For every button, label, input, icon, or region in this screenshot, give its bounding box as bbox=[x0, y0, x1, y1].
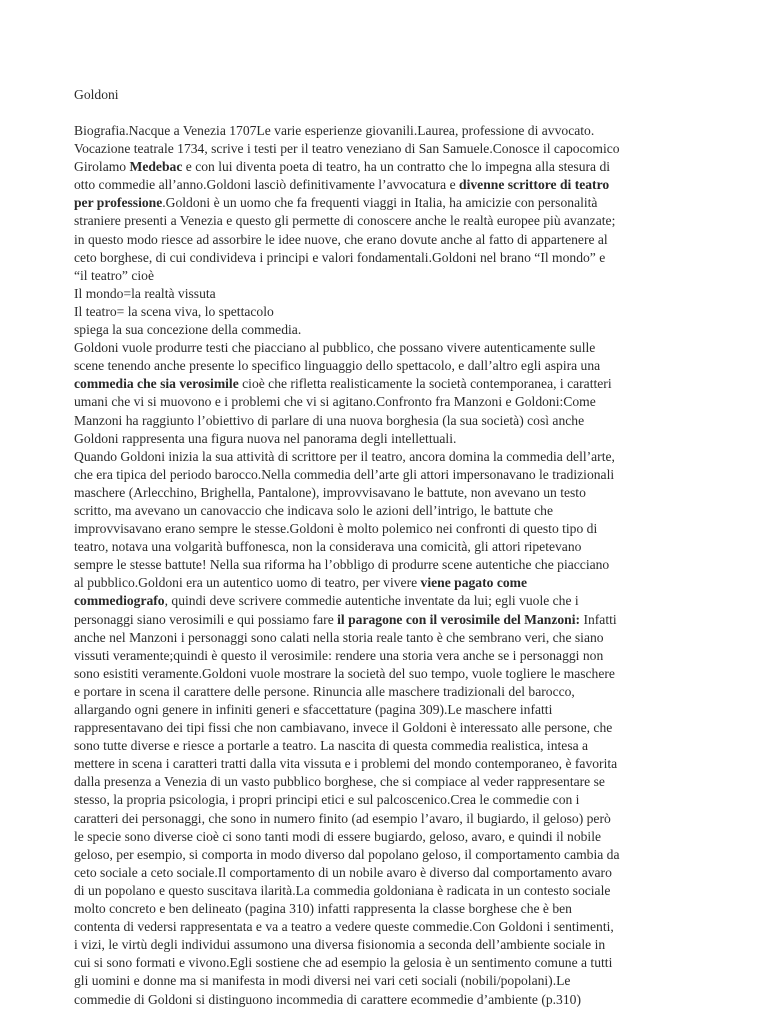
text-span: Il teatro= la scena viva, lo spettacolo bbox=[74, 303, 274, 319]
text-span: stesso, la propria psicologia, i propri principi etici e sul palcoscenico.Crea le commedie con i bbox=[74, 792, 580, 808]
text-span: vissuti veramente;quindi è questo il verosimile: rendere una storia vera anche se i personaggi non bbox=[74, 647, 604, 663]
text-span: Infatti bbox=[580, 611, 617, 627]
bold-text: commediografo bbox=[74, 593, 165, 609]
text-span: ceto sociale a ceto sociale.Il comportamento di un nobile avaro è diverso dal comportamento avaro bbox=[74, 864, 612, 880]
text-span: cioè che rifletta realisticamente la società contemporanea, i caratteri bbox=[238, 376, 612, 392]
text-span: personaggi siano verosimili e qui possiamo fare bbox=[74, 611, 338, 627]
text-line bbox=[74, 538, 706, 556]
text-line bbox=[74, 719, 706, 737]
text-span: Goldoni vuole produrre testi che piacciano al pubblico, che possano vivere autenticamente sulle bbox=[74, 340, 596, 356]
text-line bbox=[74, 556, 706, 574]
text-line bbox=[74, 611, 706, 629]
text-line bbox=[74, 665, 706, 683]
text-line bbox=[74, 701, 706, 719]
text-line bbox=[74, 448, 706, 466]
text-line bbox=[74, 375, 706, 393]
text-line bbox=[74, 936, 706, 954]
bold-text: divenne scrittore di teatro bbox=[459, 177, 610, 193]
text-span: geloso, per esempio, si comporta in modo diverso dal popolano geloso, il comportamento cambia da bbox=[74, 846, 620, 862]
text-line bbox=[74, 882, 706, 900]
text-span: i vizi, le virtù degli individui assumono una diversa fisionomia a seconda dell’ambiente sociale in bbox=[74, 937, 606, 953]
text-span: dalla presenza a Venezia di un vasto pubblico borghese, che si compiace al veder rappresentare se bbox=[74, 774, 605, 790]
text-span: umani che vi si muovono e i problemi che vi si agitano.Confronto fra Manzoni e Goldoni:Come bbox=[74, 394, 596, 410]
text-span: , quindi deve scrivere commedie autentiche inventate da lui; egli vuole che i bbox=[164, 593, 579, 609]
text-line bbox=[74, 158, 706, 176]
text-span: che era tipica del periodo barocco.Nella commedia dell’arte gli attori impersonavano le tradizionali bbox=[74, 466, 615, 482]
document-title: Goldoni bbox=[74, 87, 119, 102]
text-span: caratteri dei personaggi, che sono in numero finito (ad esempio l’avaro, il bugiardo, il geloso) però bbox=[74, 810, 611, 826]
text-line bbox=[74, 212, 706, 230]
text-span: Manzoni ha raggiunto l’obiettivo di parlare di una nuova borghesia (la sua società) così anche bbox=[74, 412, 585, 428]
text-line bbox=[74, 484, 706, 502]
text-line bbox=[74, 249, 706, 267]
bold-text: commedia che sia verosimile bbox=[74, 376, 239, 392]
text-line bbox=[74, 574, 706, 592]
text-line bbox=[74, 176, 706, 194]
text-line bbox=[74, 972, 706, 990]
text-span: improvvisavano erano sempre le stesse.Goldoni è molto polemico nei confronti di questo tipo di bbox=[74, 521, 598, 537]
text-span: e portare in scena il carattere delle persone. Rinuncia alle maschere tradizionali del barocco, bbox=[74, 683, 575, 699]
text-span: cui si sono formati e vivono.Egli sostiene che ad esempio la gelosia è un sentimento comune a tutti bbox=[74, 955, 613, 971]
text-span: gli uomini e donne ma si manifesta in modi diversi nei vari ceti sociali (nobili/popolani).Le bbox=[74, 973, 571, 989]
text-line bbox=[74, 864, 706, 882]
text-span: e con lui diventa poeta di teatro, ha un contratto che lo impegna alla stesura di bbox=[182, 159, 611, 175]
text-span: anche nel Manzoni i personaggi sono calati nella storia reale tanto è che sembrano veri, che siano bbox=[74, 629, 604, 645]
text-span: le specie sono diverse cioè ci sono tanti modi di essere bugiardo, geloso, avaro, e quindi il nobile bbox=[74, 828, 602, 844]
text-line bbox=[74, 194, 706, 212]
text-span: sono tutte diverse e riesce a portarle a teatro. La nascita di questa commedia realistica, intesa a bbox=[74, 738, 589, 754]
text-line bbox=[74, 828, 706, 846]
text-span: Goldoni rappresenta una figura nuova nel panorama degli intellettuali. bbox=[74, 430, 457, 446]
text-line bbox=[74, 991, 706, 1009]
text-line bbox=[74, 122, 706, 140]
text-span: in questo modo riesce ad assorbire le idee nuove, che erano dovute anche al fatto di appartenere al bbox=[74, 231, 608, 247]
text-line bbox=[74, 846, 706, 864]
text-line bbox=[74, 267, 706, 285]
text-line bbox=[74, 647, 706, 665]
text-line bbox=[74, 412, 706, 430]
text-span: .Goldoni è un uomo che fa frequenti viaggi in Italia, ha amicizie con personalità bbox=[162, 195, 598, 211]
text-span: otto commedie all’anno.Goldoni lasciò definitivamente l’avvocatura e bbox=[74, 177, 460, 193]
text-line bbox=[74, 900, 706, 918]
bold-text: il paragone con il verosimile del Manzoni: bbox=[337, 611, 581, 627]
text-line bbox=[74, 285, 706, 303]
text-line bbox=[74, 773, 706, 791]
text-line bbox=[74, 520, 706, 538]
text-line bbox=[74, 502, 706, 520]
text-line bbox=[74, 140, 706, 158]
text-line bbox=[74, 755, 706, 773]
text-line bbox=[74, 810, 706, 828]
text-span: Girolamo bbox=[74, 159, 130, 175]
text-span: scene tenendo anche presente lo specifico linguaggio dello spettacolo, e dall’altro egli aspira una bbox=[74, 358, 601, 374]
text-span: commedie di Goldoni si distinguono incommedia di carattere ecommedie d’ambiente (p.310) bbox=[74, 991, 581, 1007]
text-span: Biografia.Nacque a Venezia 1707Le varie esperienze giovanili.Laurea, professione di avvocato. bbox=[74, 123, 595, 138]
text-span: scritto, ma avevano un canovaccio che indicava solo le azioni dell’intrigo, le battute che bbox=[74, 502, 553, 518]
text-line bbox=[74, 683, 706, 701]
text-line bbox=[74, 430, 706, 448]
text-span: maschere (Arlecchino, Brighella, Pantalone), improvvisavano le battute, non avevano un testo bbox=[74, 484, 586, 500]
text-span: Quando Goldoni inizia la sua attività di scrittore per il teatro, ancora domina la commedia dell’arte, bbox=[74, 448, 615, 464]
text-line bbox=[74, 231, 706, 249]
text-line bbox=[74, 737, 706, 755]
text-line bbox=[74, 339, 706, 357]
text-span: mettere in scena i caratteri tratti dalla vita vissuta e i problemi del mondo contemporaneo, è favorita bbox=[74, 756, 618, 772]
text-span: teatro, notava una volgarità buffonesca, non la considerava una comicità, gli attori ripetevano bbox=[74, 539, 582, 555]
text-span: rappresentavano dei tipi fissi che non cambiavano, invece il Goldoni è interessato alle persone, che bbox=[74, 720, 613, 736]
text-span: molto concreto e ben delineato (pagina 310) infatti rappresenta la classe borghese che è ben bbox=[74, 901, 572, 917]
text-span: Vocazione teatrale 1734, scrive i testi per il teatro veneziano di San Samuele.Conosce il capocomico bbox=[74, 141, 620, 157]
text-span: contenta di vedersi rappresentata e va a teatro a vedere queste commedie.Con Goldoni i sentimenti, bbox=[74, 919, 614, 935]
text-line bbox=[74, 629, 706, 647]
text-line bbox=[74, 791, 706, 809]
text-span: straniere presenti a Venezia e questo gli permette di conoscere anche le realtà europee più avanzate; bbox=[74, 213, 616, 229]
text-line bbox=[74, 466, 706, 484]
text-span: di un popolano e questo suscitava ilarità.La commedia goldoniana è radicata in un contesto sociale bbox=[74, 882, 611, 898]
text-span: ceto borghese, di cui condivideva i principi e valori fondamentali.Goldoni nel brano “Il mondo” e bbox=[74, 249, 606, 265]
text-line bbox=[74, 592, 706, 610]
text-span: sono esistiti veramente.Goldoni vuole mostrare la società del suo tempo, vuole togliere le maschere bbox=[74, 665, 615, 681]
text-span: spiega la sua concezione della commedia. bbox=[74, 322, 302, 338]
text-span: Il mondo=la realtà vissuta bbox=[74, 285, 216, 301]
text-line bbox=[74, 954, 706, 972]
text-line bbox=[74, 393, 706, 411]
bold-text: viene pagato come bbox=[420, 575, 528, 591]
text-span: allargando ogni genere in infiniti generi e sfaccettature (pagina 309).Le maschere infatti bbox=[74, 702, 553, 717]
document-body bbox=[74, 122, 706, 1009]
bold-text: Medebac bbox=[129, 159, 183, 175]
text-line bbox=[74, 321, 706, 339]
text-span: sempre le stesse battute! Nella sua riforma ha l’obbligo di produrre scene autentiche che piacciano bbox=[74, 557, 610, 573]
text-span: “il teatro” cioè bbox=[74, 267, 155, 283]
text-span: al pubblico.Goldoni era un autentico uomo di teatro, per vivere bbox=[74, 575, 421, 591]
text-line bbox=[74, 918, 706, 936]
text-line bbox=[74, 303, 706, 321]
bold-text: per professione bbox=[74, 195, 163, 211]
text-line bbox=[74, 357, 706, 375]
